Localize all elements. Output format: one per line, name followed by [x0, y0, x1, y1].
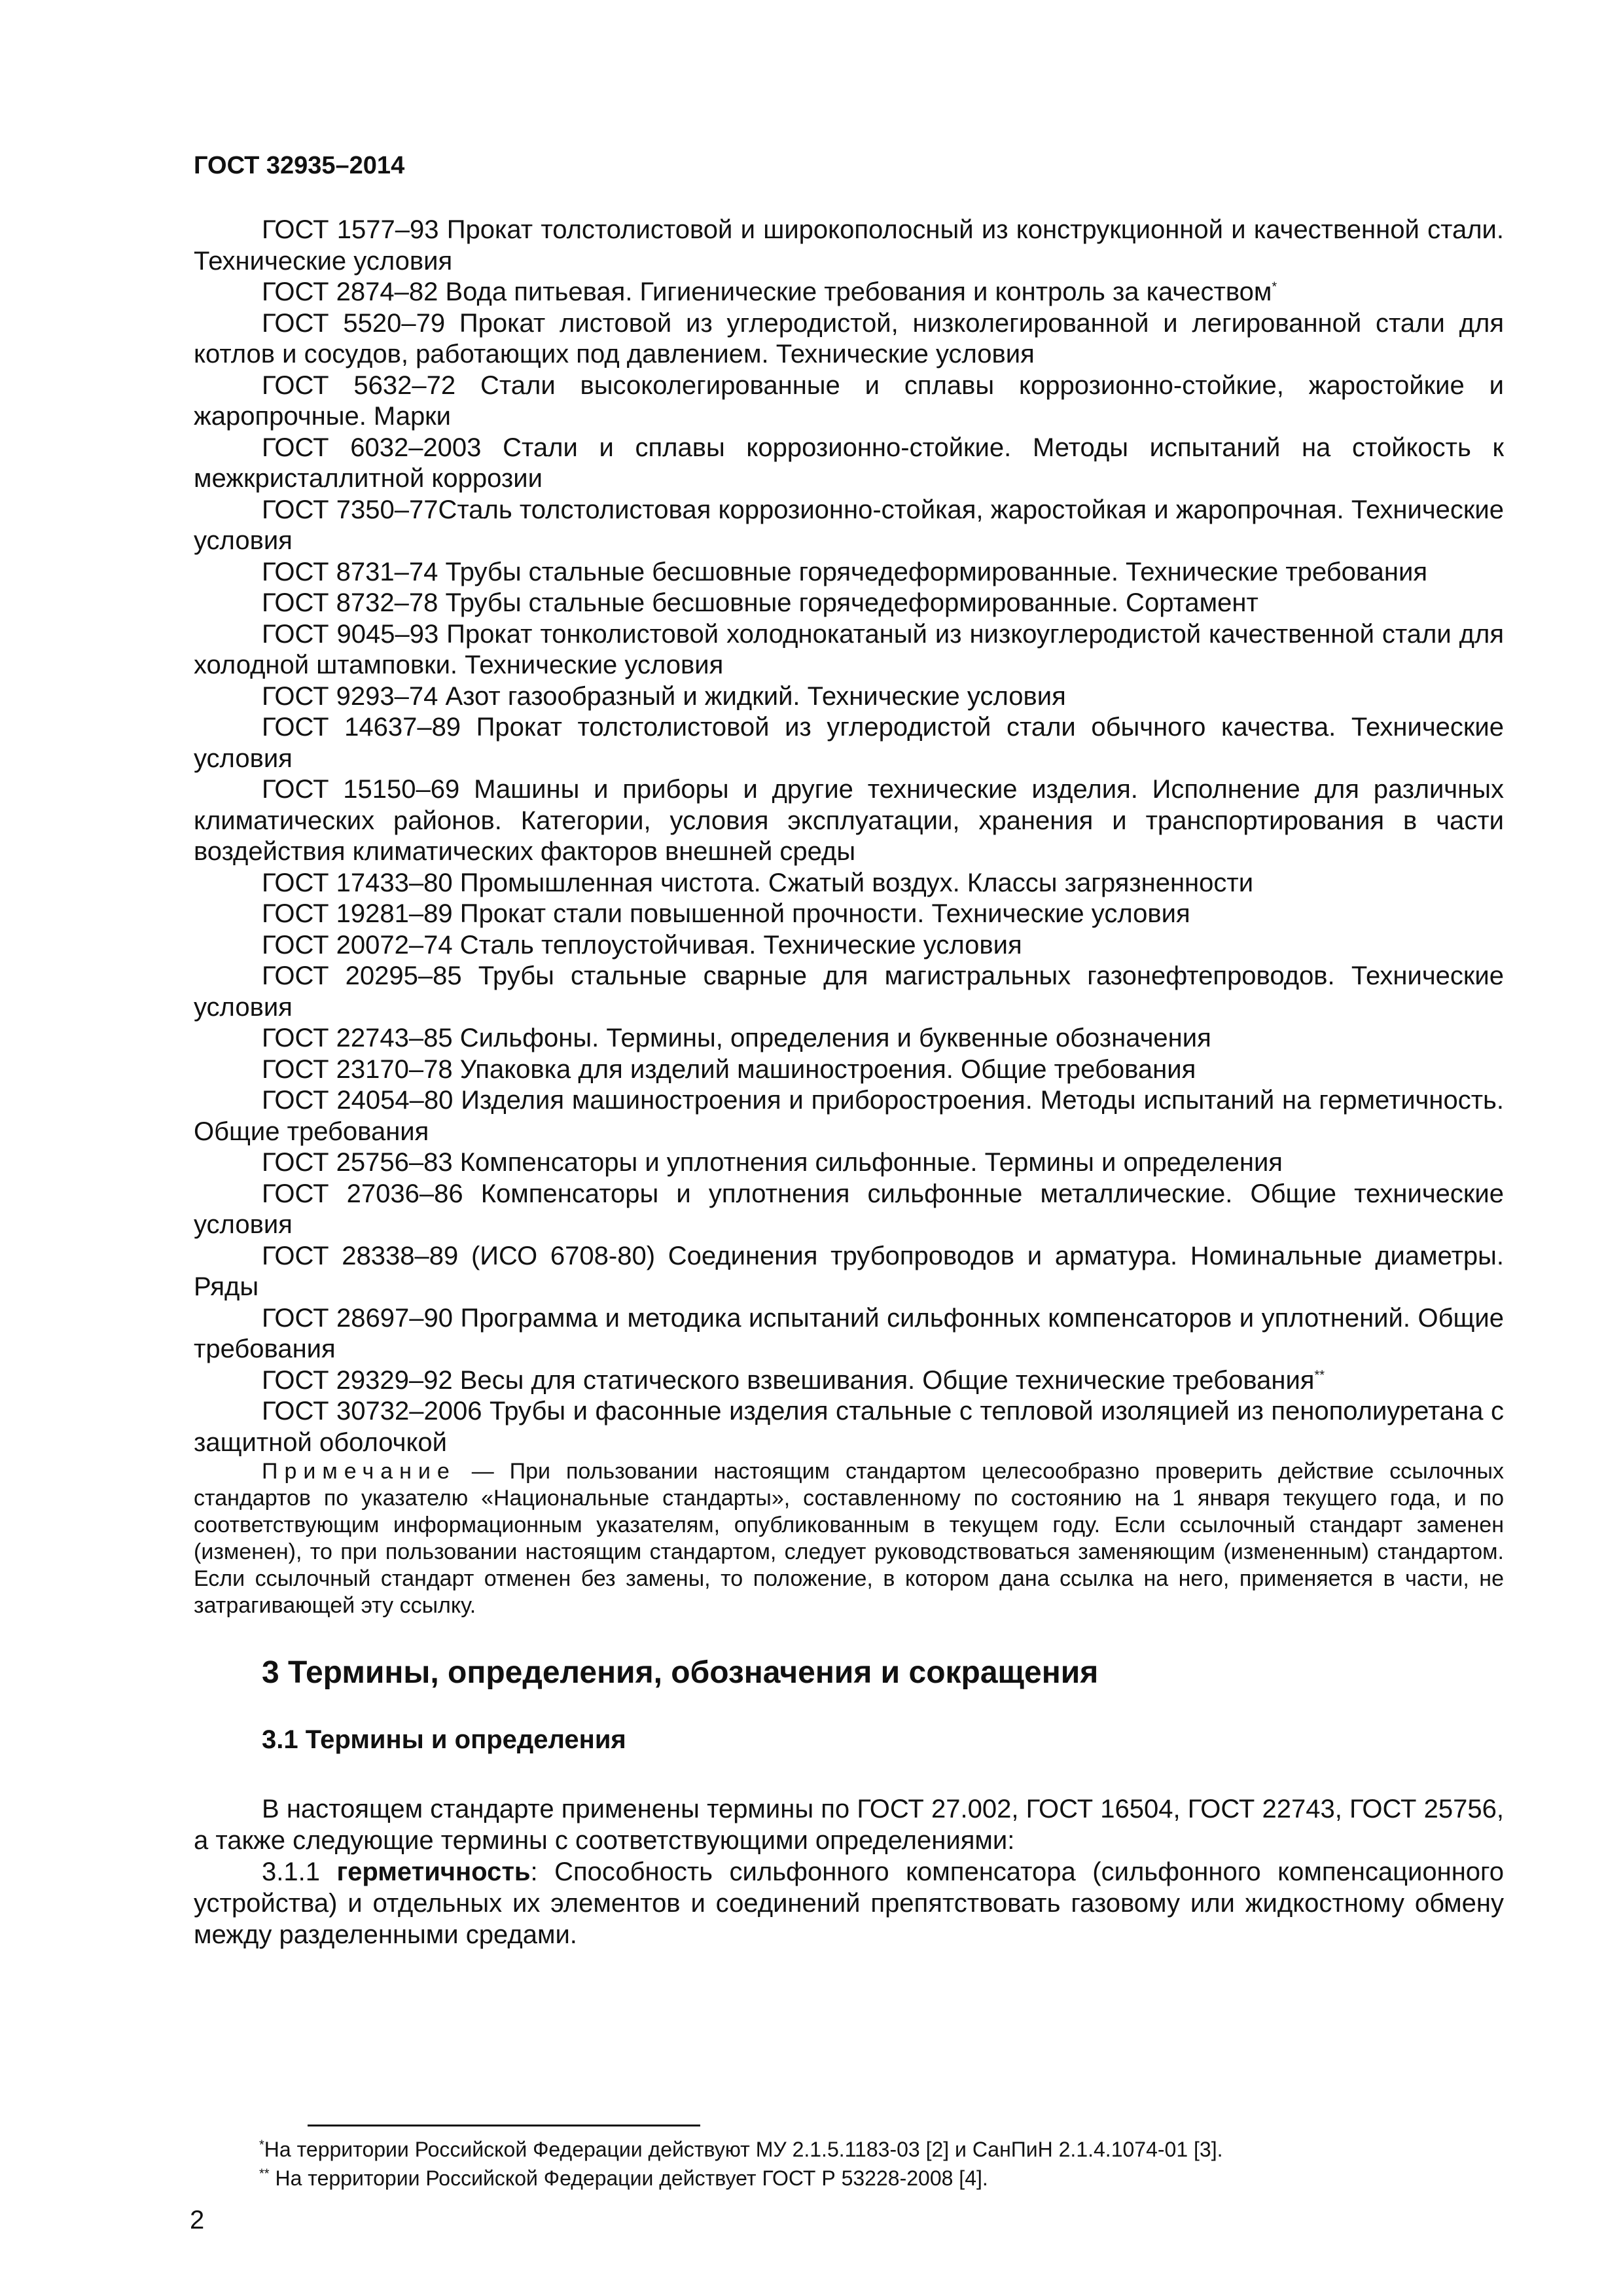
note-label: Примечание: [262, 1459, 456, 1484]
reference-item: ГОСТ 17433–80 Промышленная чистота. Сжатый воздух. Классы загрязненности: [262, 868, 1254, 897]
reference-item: ГОСТ 8731–74 Трубы стальные бесшовные горячедеформированные. Технические требования: [262, 557, 1427, 586]
footnote-item: *На территории Российской Федерации действуют МУ 2.1.5.1183-03 [2] и СанПиН 2.1.4.1074-01 [3].: [259, 2138, 1223, 2161]
footnote-mark: *: [1272, 279, 1277, 295]
reference-item: ГОСТ 23170–78 Упаковка для изделий машиностроения. Общие требования: [262, 1054, 1196, 1084]
reference-item: ГОСТ 2874–82 Вода питьевая. Гигиенические требования и контроль за качеством*: [262, 278, 1277, 306]
page-number: 2: [190, 2206, 205, 2234]
footnote-separator: [308, 2125, 700, 2126]
footnotes: [259, 2135, 1503, 2193]
footnote-mark: **: [1314, 1368, 1325, 1383]
terms-body: [194, 1793, 1504, 1950]
reference-item: ГОСТ 6032–2003 Стали и сплавы коррозионно-стойкие. Методы испытаний на стойкость к межкристаллитной коррозии: [194, 433, 1504, 493]
term-definition: 3.1.1 герметичность: Способность сильфонного компенсатора (сильфонного компенсационного устройства) и отдельных их элементов и соединений препятствовать газовому или жидкостному обмену между разделенными средами.: [194, 1857, 1504, 1949]
reference-item: ГОСТ 29329–92 Весы для статического взвешивания. Общие технические требования**: [262, 1365, 1325, 1395]
term-name: герметичность: [336, 1857, 531, 1886]
reference-item: ГОСТ 25756–83 Компенсаторы и уплотнения сильфонные. Термины и определения: [262, 1148, 1283, 1177]
reference-item: ГОСТ 19281–89 Прокат стали повышенной прочности. Технические условия: [262, 899, 1190, 928]
reference-item: ГОСТ 24054–80 Изделия машиностроения и приборостроения. Методы испытаний на герметичность. Общие требования: [194, 1086, 1504, 1146]
references-note: [194, 1458, 1504, 1619]
section-heading: 3 Термины, определения, обозначения и сокращения: [262, 1655, 1099, 1690]
reference-item: ГОСТ 8732–78 Трубы стальные бесшовные горячедеформированные. Сортамент: [262, 588, 1258, 617]
reference-item: ГОСТ 27036–86 Компенсаторы и уплотнения сильфонные металлические. Общие технические условия: [194, 1179, 1504, 1239]
reference-item: ГОСТ 22743–85 Сильфоны. Термины, определения и буквенные обозначения: [262, 1024, 1211, 1052]
reference-item: ГОСТ 20295–85 Трубы стальные сварные для магистральных газонефтепроводов. Технические условия: [194, 961, 1504, 1022]
reference-item: ГОСТ 5632–72 Стали высоколегированные и сплавы коррозионно-стойкие, жаростойкие и жаропрочные. Марки: [194, 370, 1504, 431]
subsection-heading: 3.1 Термины и определения: [262, 1725, 626, 1754]
reference-item: ГОСТ 9045–93 Прокат тонколистовой холоднокатаный из низкоуглеродистой качественной стали для холодной штамповки. Технические условия: [194, 619, 1504, 679]
terms-intro: В настоящем стандарте применены термины по ГОСТ 27.002, ГОСТ 16504, ГОСТ 22743, ГОСТ 25756, а также следующие термины с соответствующими определениями:: [194, 1795, 1504, 1855]
reference-item: ГОСТ 28697–90 Программа и методика испытаний сильфонных компенсаторов и уплотнений. Общие требования: [194, 1303, 1504, 1363]
note-text: — При пользовании настоящим стандартом целесообразно проверить действие ссылочных стандартов по указателю «Национальные стандарты», составленному по состоянию на 1 января текущего года, и по соответствующим информационным указателям, опубликованным в текущем году. Если ссылочный стандарт заменен (изменен), то при пользовании настоящим стандартом, следует руководствоваться заменяющим (измененным) стандартом. Если ссылочный стандарт отменен без замены, то положение, в котором дана ссылка на него, применяется в части, не затрагивающей эту ссылку.: [194, 1459, 1504, 1618]
reference-item: ГОСТ 20072–74 Сталь теплоустойчивая. Технические условия: [262, 930, 1022, 960]
normative-references-list: [194, 215, 1504, 1619]
reference-item: ГОСТ 7350–77Сталь толстолистовая коррозионно-стойкая, жаростойкая и жаропрочная. Технические условия: [194, 495, 1504, 555]
document-header: ГОСТ 32935–2014: [194, 152, 405, 179]
reference-item: ГОСТ 14637–89 Прокат толстолистовой из углеродистой стали обычного качества. Технические условия: [194, 713, 1504, 773]
reference-item: ГОСТ 5520–79 Прокат листовой из углеродистой, низколегированной и легированной стали для котлов и сосудов, работающих под давлением. Технические условия: [194, 308, 1504, 368]
footnote-item: ** На территории Российской Федерации действует ГОСТ Р 53228-2008 [4].: [259, 2166, 988, 2190]
reference-item: ГОСТ 9293–74 Азот газообразный и жидкий. Технические условия: [262, 681, 1066, 711]
reference-item: ГОСТ 28338–89 (ИСО 6708-80) Соединения трубопроводов и арматура. Номинальные диаметры. Ряды: [194, 1241, 1504, 1301]
reference-item: ГОСТ 30732–2006 Трубы и фасонные изделия стальные с тепловой изоляцией из пенополиуретана с защитной оболочкой: [194, 1397, 1504, 1457]
reference-item: ГОСТ 15150–69 Машины и приборы и другие технические изделия. Исполнение для различных климатических районов. Категории, условия эксплуатации, хранения и транспортирования в части воздействия климатических факторов внешней среды: [194, 775, 1504, 866]
reference-item: ГОСТ 1577–93 Прокат толстолистовой и широкополосный из конструкционной и качественной стали. Технические условия: [194, 215, 1504, 276]
